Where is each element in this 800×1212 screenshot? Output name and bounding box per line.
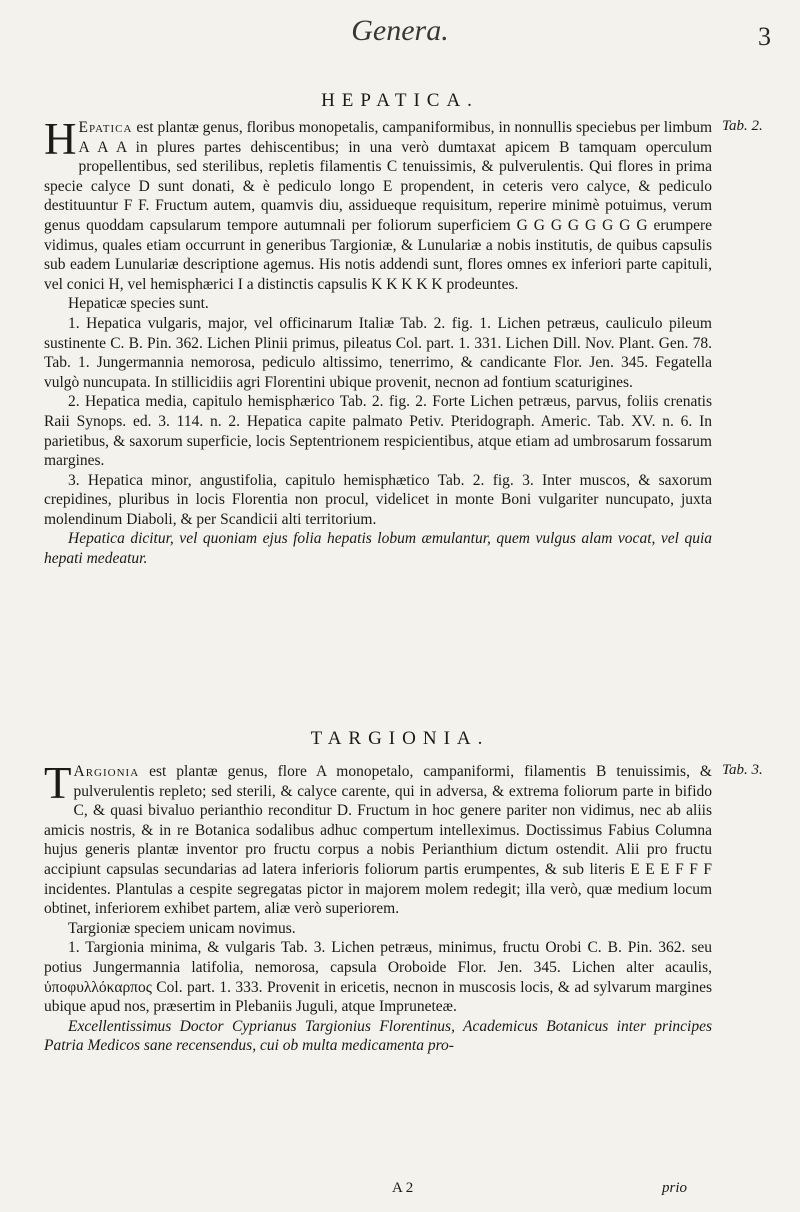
species-entry: 1. Targionia minima, & vulgaris Tab. 3. Lichen petræus, minimus, fructu Orobi C. B. Pin. 362. seu potius Jungermannia latifolia, nemorosa, capsula Oroboide Flor. Jen. 345. Lichen alter acaulis, ὑποφυλλόκαρπος Col. part. 1. 333. Provenit in ericetis, necnon in muscosis locis, & ad sylvarum margines ubique apud nos, præsertim in Plebaniis Juguli, atque Impruneteæ. [44, 939, 712, 1016]
section-title-hepatica: HEPATICA. [321, 90, 479, 111]
margin-reference-hepatica: Tab. 2. [722, 118, 763, 134]
targionia-description [44, 758, 712, 919]
lead-word: Epatica [78, 119, 133, 136]
drop-cap-h: H [44, 114, 77, 164]
species-entry: 2. Hepatica media, capitulo hemisphærico Tab. 2. fig. 2. Forte Lichen petræus, parvus, foliis crenatis Raii Synops. ed. 3. 114. n. 2. Hepatica capite palmato Petiv. Pteridograph. Americ. Tab. XV. n. 6. In parietibus, & saxorum superficie, locis Septentrionem respicientibus, atque etiam ad umbrosarum fossarum margines. [44, 393, 712, 470]
running-head: Genera. [351, 14, 449, 47]
hepatica-description [44, 114, 713, 294]
species-entry: 1. Hepatica vulgaris, major, vel officinarum Italiæ Tab. 2. fig. 1. Lichen petræus, cauliculo pileum sustinente C. B. Pin. 362. Lichen Plinii primus, pileatus Col. part. 1. 331. Lichen Dill. Nov. Plant. Gen. 78. Tab. 1. Jungermannia nemorosa, pediculo altissimo, tenerrimo, & candicante Flor. Jen. 345. Fegatella vulgò nuncupata. In stillicidiis agri Florentini ubique provenit, necnon ad fontium scaturigines. [44, 314, 712, 391]
species-intro: Hepaticæ species sunt. [68, 295, 209, 313]
species-entry: 3. Hepatica minor, angustifolia, capitulo hemisphætico Tab. 2. fig. 3. Inter muscos, & saxorum crepidines, pluribus in locis Florentia non procul, videlicet in monte Boni vulgariter nuncupato, juxta molendinum Diaboli, & per Scandicii alti territorium. [44, 471, 712, 528]
signature-mark: A 2 [392, 1180, 414, 1196]
catchword: prio [662, 1180, 688, 1196]
dedication-note: Excellentissimus Doctor Cyprianus Targionius Florentinus, Academicus Botanicus inter principes Patria Medicos sane recensendus, cui ob multa medicamenta pro- [44, 1017, 712, 1055]
etymology-note: Hepatica dicitur, vel quoniam ejus folia hepatis lobum æmulantur, quem vulgus alam vocat, vel quia hepati medeatur. [44, 530, 712, 568]
hepatica-section [44, 114, 713, 569]
margin-reference-targionia: Tab. 3. [722, 762, 763, 778]
description-text: est plantæ genus, floribus monopetalis, campaniformibus, in nonnullis speciebus per limbum A A A in plures partes dehiscentibus; in una verò dumtaxat apicem B tamquam operculum propellentibus, sed sterilibus, repletis filamentis C tenuissimis, & pulverulentis. Qui flores in prima specie calyce D sunt donati, & è pediculo longo E propendent, in ceteris vero calyce, & pediculo destituuntur F F. Fructum autem, quamvis diu, assidueque requisitum, reperire minimè potuimus, verum genus quoddam capsularum tempore autumnali per foliorum superficiem G G G G G G G G erumpere vidimus, quales etiam occurrunt in generibus Targioniæ, & Lunulariæ a nobis institutis, de quibus capsulis sub eadem Lunulariæ descriptione agemus. His notis addendi sunt, flores omnes ex inferiori parte capituli, vel conici H, vel hemisphærici I a distinctis capsulis K K K K K prodeuntes. [44, 119, 713, 293]
section-title-targionia: TARGIONIA. [310, 728, 490, 749]
targionia-section [44, 758, 712, 1056]
species-intro: Targioniæ speciem unicam novimus. [68, 919, 296, 937]
description-text: est plantæ genus, flore A monopetalo, campaniformi, filamentis B tenuissimis, & pulverulentis repleto; sed sterili, & calyce carente, qui in adversa, & extrema foliorum parte in bifido C, & quasi bivaluo perianthio reconditur D. Fructum in hoc genere pariter non vidimus, nec ab aliis amicis nostris, & in re Botanica sodalibus adhuc compertum intelleximus. Doctissimus Fabius Columna hujus generis plantæ inventor pro fructu corpus a nobis Perianthium dictum ostendit. Alii pro fructu accipiunt capsulas secundarias ad latera inferioris foliorum partis erumpentes, & sub literis E E E F F F incidentes. Plantulas a cespite segregatas pictor in majorem molem redegit; illa verò, quæ medium locum obtinet, inferiorem exhibet partem, aliæ verò superiorem. [44, 763, 712, 918]
page-number: 3 [758, 22, 771, 51]
drop-cap-t: T [44, 758, 72, 808]
lead-word: Argionia [73, 763, 140, 780]
